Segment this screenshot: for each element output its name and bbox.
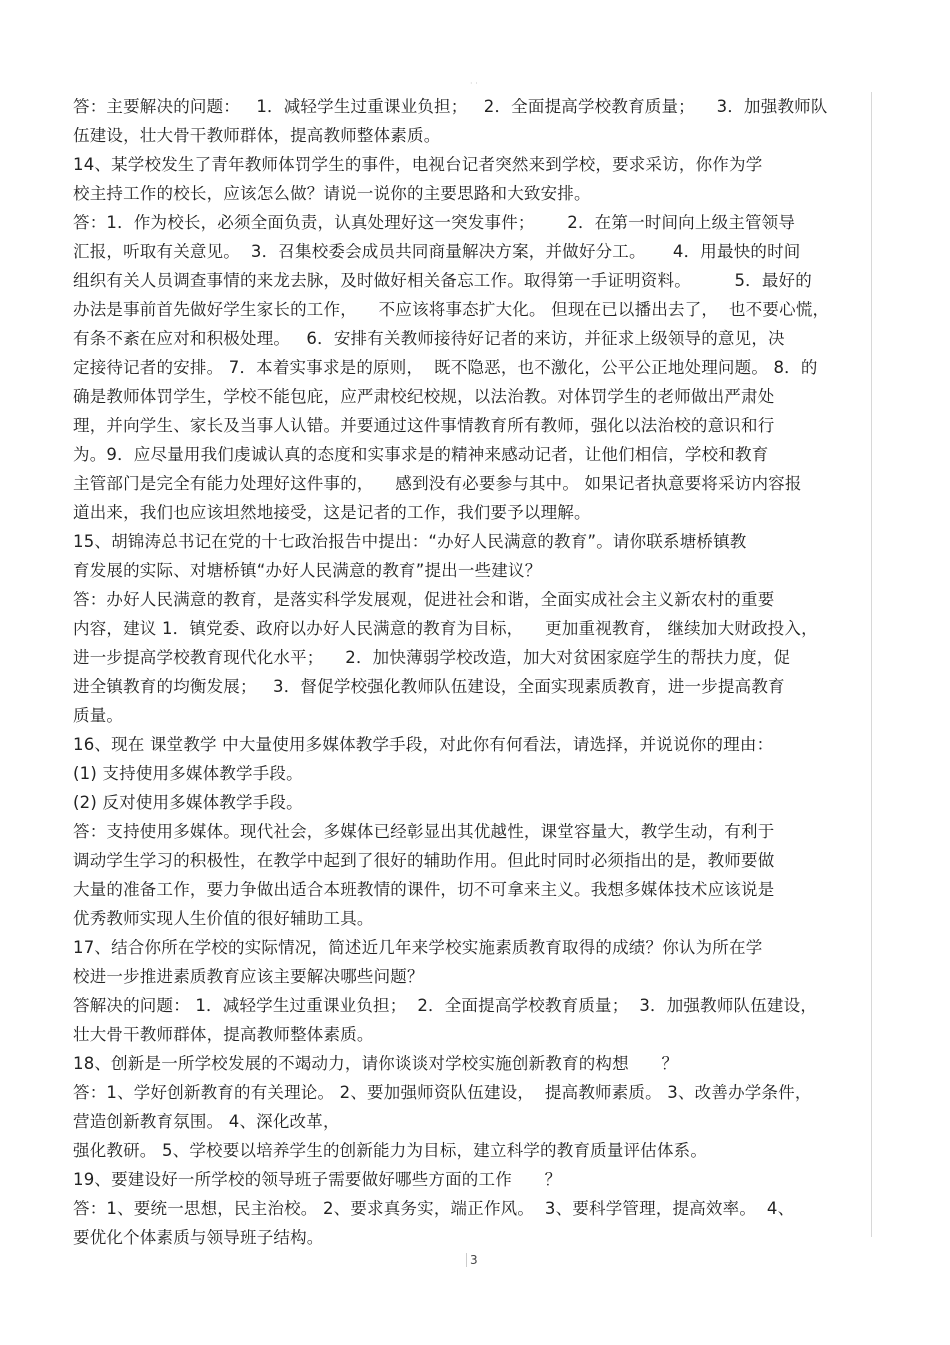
text-line: (2) 反对使用多媒体教学手段。 (73, 793, 303, 812)
text-line: 答解决的问题： 1．减轻学生过重课业负担； 2．全面提高学校教育质量； 3．加强教师队伍建设， (73, 996, 818, 1015)
text-line: 答：办好人民满意的教育，是落实科学发展观，促进社会和谐，全面实成社会主义新农村的重要 (73, 590, 775, 609)
text-line: 主管部门是完全有能力处理好这件事的， 感到没有必要参与其中。 如果记者执意要将采访内容报 (73, 474, 802, 493)
text-line: 大量的准备工作，要力争做出适合本班教情的课件，切不可拿来主义。我想多媒体技术应该说是 (73, 880, 775, 899)
text-line: 营造创新教育氛围。 4、深化改革， (73, 1112, 340, 1131)
text-line: 伍建设，壮大骨干教师群体，提高教师整体素质。 (73, 126, 441, 145)
text-line: 15、胡锦涛总书记在党的十七政治报告中提出：“办好人民满意的教育”。请你联系塘桥镇教 (73, 532, 747, 551)
text-line: 理，并向学生、家长及当事人认错。并要通过这件事情教育所有教师，强化以法治校的意识和行 (73, 416, 775, 435)
text-line: 优秀教师实现人生价值的很好辅助工具。 (73, 909, 374, 928)
text-line: 内容，建议 1．镇党委、政府以办好人民满意的教育为目标， 更加重视教育， 继续加大财政投入， (73, 619, 818, 638)
text-line: 校主持工作的校长，应该怎么做？请说一说你的主要思路和大致安排。 (73, 184, 591, 203)
text-line: (1) 支持使用多媒体教学手段。 (73, 764, 303, 783)
text-line: 道出来，我们也应该坦然地接受，这是记者的工作，我们要予以理解。 (73, 503, 591, 522)
text-line: 16、现在 课堂教学 中大量使用多媒体教学手段，对此你有何看法，请选择，并说说你的理由： (73, 735, 774, 754)
text-line: 育发展的实际、对塘桥镇“办好人民满意的教育”提出一些建议？ (73, 561, 542, 580)
text-line: 壮大骨干教师群体，提高教师整体素质。 (73, 1025, 374, 1044)
text-line: 校进一步推进素质教育应该主要解决哪些问题？ (73, 967, 424, 986)
text-line: 办法是事前首先做好学生家长的工作， 不应该将事态扩大化。 但现在已以播出去了， 也不要心慌， (73, 300, 830, 319)
text-line: 汇报，听取有关意见。 3．召集校委会成员共同商量解决方案，并做好分工。 4．用最快的时间 (73, 242, 801, 261)
text-line: 进全镇教育的均衡发展； 3．督促学校强化教师队伍建设，全面实现素质教育，进一步提高教育 (73, 677, 785, 696)
text-line: 为。9．应尽量用我们虔诚认真的态度和实事求是的精神来感动记者，让他们相信，学校和教育 (73, 445, 769, 464)
text-line: 定接待记者的安排。 7．本着实事求是的原则， 既不隐恶，也不激化，公平公正地处理问题。 8．的 (73, 358, 818, 377)
text-line: 17、结合你所在学校的实际情况，简述近几年来学校实施素质教育取得的成绩？你认为所在学 (73, 938, 763, 957)
text-line: 调动学生学习的积极性，在教学中起到了很好的辅助作用。但此时同时必须指出的是，教师要做 (73, 851, 775, 870)
text-line: 强化教研。 5、学校要以培养学生的创新能力为目标，建立科学的教育质量评估体系。 (73, 1141, 708, 1160)
text-line: 确是教师体罚学生，学校不能包庇，应严肃校纪校规，以法治教。对体罚学生的老师做出严肃处 (73, 387, 775, 406)
text-line: 答：1、学好创新教育的有关理论。 2、要加强师资队伍建设， 提高教师素质。 3、改善办学条件， (73, 1083, 812, 1102)
text-line: 18、创新是一所学校发展的不竭动力，请你谈谈对学校实施创新教育的构想 ？ (73, 1054, 679, 1073)
text-line: 答：支持使用多媒体。现代社会，多媒体已经彰显出其优越性，课堂容量大，教学生动，有利于 (73, 822, 775, 841)
document-body (73, 92, 873, 1252)
text-line: 14、某学校发生了青年教师体罚学生的事件，电视台记者突然来到学校，要求采访，你作为学 (73, 155, 763, 174)
page-number: 3 (466, 1253, 478, 1267)
text-line: 答：1．作为校长，必须全面负责，认真处理好这一突发事件； 2．在第一时间向上级主管领导 (73, 213, 796, 232)
text-line: 有条不紊在应对和积极处理。 6．安排有关教师接待好记者的来访，并征求上级领导的意见，决 (73, 329, 785, 348)
text-line: 19、要建设好一所学校的领导班子需要做好哪些方面的工作 ？ (73, 1170, 562, 1189)
text-line: 答：1、要统一思想，民主治校。 2、要求真务实，端正作风。 3、要科学管理，提高效率。 4、 (73, 1199, 795, 1218)
top-page-mark: · · (470, 79, 478, 88)
text-line: 组织有关人员调查事情的来龙去脉，及时做好相关备忘工作。取得第一手证明资料。 5．最好的 (73, 271, 812, 290)
text-line: 答：主要解决的问题： 1．减轻学生过重课业负担； 2．全面提高学校教育质量； 3．加强教师队 (73, 97, 828, 116)
text-line: 进一步提高学校教育现代化水平； 2．加快薄弱学校改造，加大对贫困家庭学生的帮扶力度，促 (73, 648, 791, 667)
text-line: 要优化个体素质与领导班子结构。 (73, 1228, 324, 1247)
text-line: 质量。 (73, 706, 124, 725)
